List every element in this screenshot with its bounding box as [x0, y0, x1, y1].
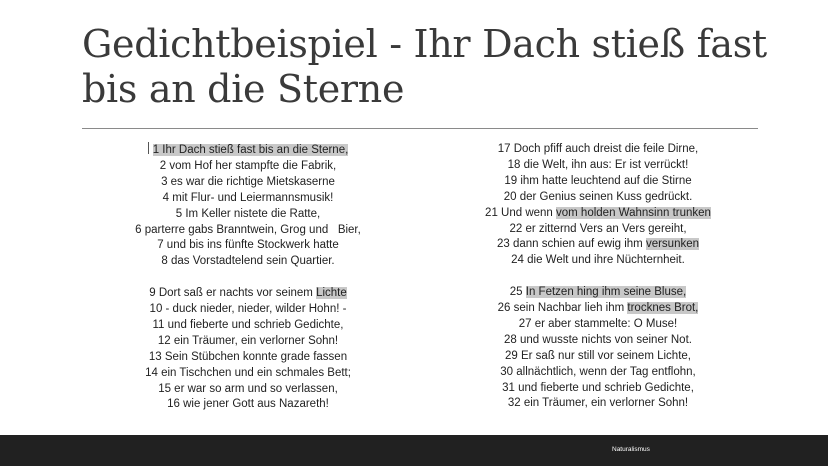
poem-line[interactable]	[448, 174, 748, 190]
footer-bar	[0, 435, 828, 466]
poem-line-text: 20 der Genius seinen Kuss gedrückt.	[503, 190, 693, 203]
poem-line[interactable]	[98, 366, 398, 382]
poem-line[interactable]	[98, 350, 398, 366]
highlighted-text[interactable]: vom holden Wahnsinn trunken	[556, 206, 711, 219]
footer-label: Naturalismus	[612, 446, 650, 453]
poem-line[interactable]	[98, 397, 398, 413]
poem-line-text: 9 Dort saß er nachts vor seinem	[149, 287, 317, 300]
poem-line-text: 27 er aber stammelte: O Muse!	[518, 317, 678, 330]
poem-line-text: 19 ihm hatte leuchtend auf die Stirne	[504, 174, 692, 187]
poem-line[interactable]	[448, 396, 748, 412]
poem-line[interactable]	[448, 285, 748, 301]
poem-line-text: 31 und fieberte und schrieb Gedichte,	[502, 381, 694, 394]
poem-line-text: 25	[509, 286, 526, 299]
slide-title: Gedichtbeispiel - Ihr Dach stieß fast bis an die Sterne	[82, 22, 767, 111]
poem-line[interactable]	[98, 286, 398, 302]
poem-line-text: 8 das Vorstadtelend sein Quartier.	[161, 255, 335, 268]
poem-line-text: 29 Er saß nur still vor seinem Lichte,	[505, 349, 691, 362]
highlighted-text[interactable]: 1 Ihr Dach stieß fast bis an die Sterne,	[152, 144, 349, 156]
poem-line-text: 4 mit Flur- und Leiermannsmusik!	[162, 191, 334, 204]
poem-line-text: 15 er war so arm und so verlassen,	[158, 382, 338, 395]
title-divider	[82, 128, 758, 129]
poem-line-text: 21 Und wenn	[485, 206, 557, 219]
poem-line-text: 28 und wusste nichts von seiner Not.	[504, 333, 692, 346]
poem-line-text: 26 sein Nachbar lieh ihm	[497, 302, 628, 315]
poem-line[interactable]	[448, 158, 748, 174]
poem-line-text: 14 ein Tischchen und ein schmales Bett;	[145, 366, 351, 379]
poem-line-text: 5 Im Keller nistete die Ratte,	[175, 207, 321, 220]
poem-line[interactable]	[98, 223, 398, 239]
poem-line[interactable]	[448, 222, 748, 238]
poem-line-text: 11 und fieberte und schrieb Gedichte,	[152, 318, 344, 331]
poem-line-text: 3 es war die richtige Mietskaserne	[161, 175, 335, 188]
poem-line[interactable]	[448, 142, 748, 158]
poem-line[interactable]	[448, 349, 748, 365]
poem-line-text: 7 und bis ins fünfte Stockwerk hatte	[157, 239, 339, 252]
poem-line[interactable]	[448, 190, 748, 206]
poem-column-left	[98, 142, 398, 413]
poem-line[interactable]	[98, 159, 398, 175]
stanza-3	[448, 142, 748, 269]
poem-line-text: 23 dann schien auf ewig ihm	[496, 238, 646, 251]
highlighted-text[interactable]: Lichte	[316, 287, 347, 300]
poem-line[interactable]	[98, 142, 398, 159]
poem-line[interactable]	[98, 191, 398, 207]
poem-line-text: 30 allnächtlich, wenn der Tag entflohn,	[500, 365, 696, 378]
poem-line[interactable]	[98, 254, 398, 270]
stanza-2	[98, 286, 398, 413]
poem-line[interactable]	[98, 175, 398, 191]
poem-line[interactable]	[98, 207, 398, 223]
stanza-4	[448, 285, 748, 412]
poem-line-text: 22 er zitternd Vers an Vers gereiht,	[509, 222, 687, 235]
poem-line[interactable]	[448, 317, 748, 333]
poem-line[interactable]	[98, 318, 398, 334]
poem-line[interactable]	[98, 334, 398, 350]
stanza-1	[98, 142, 398, 270]
poem-line-text: 17 Doch pfiff auch dreist die feile Dirne,	[497, 143, 699, 155]
highlighted-text[interactable]: trocknes Brot,	[627, 302, 699, 315]
poem-line-text: 13 Sein Stübchen konnte grade fassen	[148, 350, 348, 363]
text-cursor	[148, 142, 149, 154]
poem-line[interactable]	[448, 301, 748, 317]
poem-line[interactable]	[448, 333, 748, 349]
poem-line-text: 10 - duck nieder, nieder, wilder Hohn! -	[149, 303, 347, 316]
poem-line[interactable]	[448, 381, 748, 397]
poem-line-text: 32 ein Träumer, ein verlorner Sohn!	[507, 397, 689, 410]
poem-column-right	[448, 142, 748, 412]
highlighted-text[interactable]: In Fetzen hing ihm seine Bluse,	[525, 286, 687, 299]
poem-line[interactable]	[98, 238, 398, 254]
poem-line[interactable]	[448, 237, 748, 253]
poem-line-text: 2 vom Hof her stampfte die Fabrik,	[159, 159, 337, 172]
poem-line-text: 18 die Welt, ihn aus: Er ist verrückt!	[507, 158, 689, 171]
poem-line-text: 12 ein Träumer, ein verlorner Sohn!	[157, 334, 339, 347]
poem-line[interactable]	[98, 302, 398, 318]
highlighted-text[interactable]: versunken	[645, 238, 700, 251]
poem-line[interactable]	[448, 253, 748, 269]
poem-line-text: 6 parterre gabs Branntwein, Grog und Bier,	[135, 223, 361, 236]
poem-line[interactable]	[448, 365, 748, 381]
poem-line[interactable]	[98, 382, 398, 398]
poem-line[interactable]	[448, 206, 748, 222]
poem-line-text: 24 die Welt und ihre Nüchternheit.	[511, 254, 685, 267]
poem-line-text: 16 wie jener Gott aus Nazareth!	[167, 398, 329, 411]
